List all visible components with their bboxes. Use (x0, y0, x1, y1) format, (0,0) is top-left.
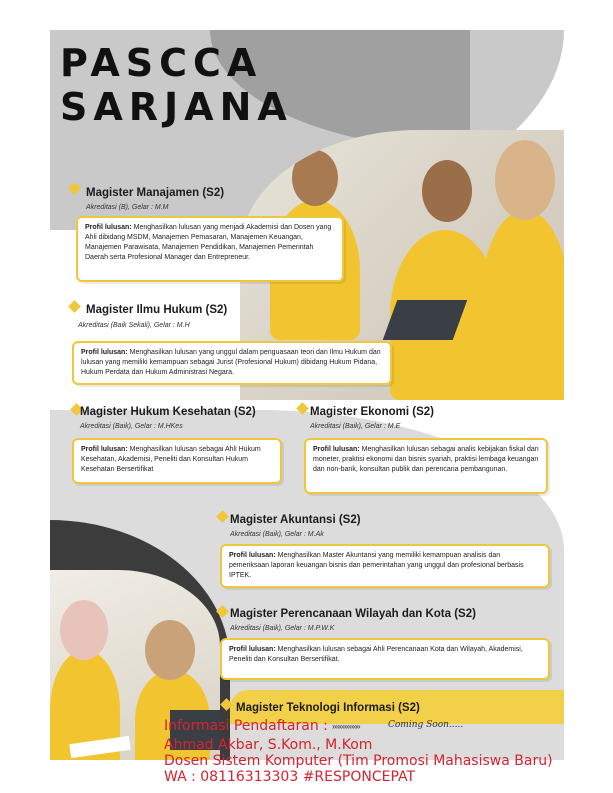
profile-label: Profil lulusan: (229, 646, 276, 653)
profile-label: Profil lulusan: (81, 446, 128, 453)
info-line-3: Dosen Sistem Komputer (Tim Promosi Mahasiswa Baru) (164, 753, 553, 769)
program-title: Magister Hukum Kesehatan (S2) (80, 406, 256, 418)
title-line-2: SARJANA (60, 85, 293, 129)
program-accreditation: Akreditasi (Baik), Gelar : M.E (310, 423, 401, 430)
program-accreditation: Akreditasi (B), Gelar : M.M (86, 204, 169, 211)
brochure-poster (50, 30, 564, 760)
info-line-2: Ahmad Akbar, S.Kom., M.Kom (164, 737, 373, 753)
profile-text: Menghasilkan Master Akuntansi yang memiliki kemampuan analisis dan pemeriksaan laporan keuangan bisnis dan pemerintahan yang unggul dan profesional berbasis IPTEK. (229, 552, 524, 579)
program-accreditation: Akreditasi (Baik), Gelar : M.P.W.K (230, 625, 335, 632)
info-line-4: WA : 08116313303 #RESPONCEPAT (164, 769, 416, 785)
profile-text: Menghasilkan lulusan yang menjadi Akademisi dan Dosen yang Ahli dibidang MSDM, Manajemen Pemasaran, Manajemen Keuangan, Manajemen Parawisata, Manajemen Pendidikan, Manajemen Pemerintah Daerah serta Profesional Manager dan Entrepreneur. (85, 224, 332, 261)
program-accreditation: Akreditasi (Baik Sekali), Gelar : M.H (78, 322, 190, 329)
program-title: Magister Perencanaan Wilayah dan Kota (S2) (230, 608, 476, 620)
arrows-decoration: »»»»»»»» (332, 722, 360, 731)
program-accreditation: Akreditasi (Baik), Gelar : M.Ak (230, 531, 324, 538)
student-head (422, 160, 472, 222)
profile-text: Menghasilkan lulusan sebagai Ahli Hukum Kesehatan, Akademisi, Peneliti dan Konsultan Hukum Kesehatan Bersertifikat (81, 446, 261, 473)
coming-soon-label: Coming Soon..... (388, 720, 464, 730)
program-title: Magister Ekonomi (S2) (310, 406, 434, 418)
program-profile-box (72, 341, 392, 385)
student-head (292, 150, 338, 206)
profile-label: Profil lulusan: (313, 446, 360, 453)
profile-label: Profil lulusan: (229, 552, 276, 559)
program-title: Magister Teknologi Informasi (S2) (236, 702, 420, 714)
profile-label: Profil lulusan: (85, 224, 132, 231)
program-profile-box (220, 544, 550, 588)
profile-text: Menghasilkan lulusan sebagai Ahli Perencanaan Kota dan Wilayah, Akademisi, Peneliti dan Konsultan Bersertifikat. (229, 646, 523, 663)
profile-text: Menghasilkan lulusan sebagai analis kebijakan fiskal dan moneter, praktisi ekonomi dan bisnis syariah, praktisi lembaga keuangan dan non-bank, konsultan publik dan perencana pembangunan. (313, 446, 539, 473)
student-hijab (495, 140, 555, 220)
diamond-icon (68, 300, 81, 313)
student-figure (480, 210, 564, 400)
program-title: Magister Manajamen (S2) (86, 187, 225, 199)
program-profile-box (220, 638, 550, 680)
info-line-1: Informasi Pendaftaran : (164, 718, 328, 734)
profile-label: Profil lulusan: (81, 349, 128, 356)
program-profile-box (304, 438, 548, 494)
student-hijab (60, 600, 108, 660)
student-hijab (145, 620, 195, 680)
program-profile-box (76, 216, 344, 282)
title-line-1: PASCCA (60, 41, 263, 85)
laptop (383, 300, 468, 340)
program-title: Magister Akuntansi (S2) (230, 514, 361, 526)
profile-text: Menghasilkan lulusan yang unggul dalam penguasaan teori dan Ilmu Hukum dan lulusan yang memiliki kemampuan sebagai Jurist (Profesional Hukum) dibidang Hukum Pidana, Hukum Perdata dan Hukum Administrasi Negara. (81, 349, 381, 376)
program-profile-box (72, 438, 282, 484)
program-accreditation: Akreditasi (Baik), Gelar : M.HKes (80, 423, 183, 430)
program-title: Magister Ilmu Hukum (S2) (86, 304, 228, 316)
